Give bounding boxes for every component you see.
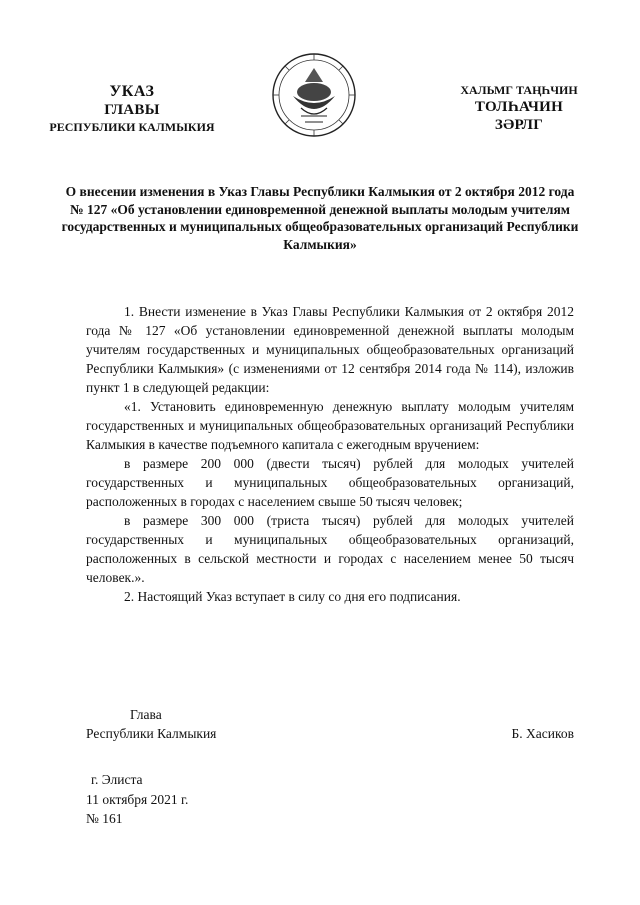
footer-number: № 161 xyxy=(86,811,123,826)
header-right-line-1: ХАЛЬМГ ТАҢҺЧИН xyxy=(460,83,578,97)
signatory-name: Б. Хасиков xyxy=(511,726,574,741)
footer-city: г. Элиста xyxy=(91,772,143,787)
coat-of-arms-icon xyxy=(271,52,357,138)
paragraph-1: 1. Внести изменение в Указ Главы Республики Калмыкия от 2 октября 2012 года № 127 «Об установлении единовременной денежной выплаты молодым учителям государственных и муниципальных общеобразовательных организаций Республики Калмыкия» (с изменениями от 12 сентября 2014 года № 114), изложив пункт 1 в следующей редакции: xyxy=(86,304,574,395)
decree-title: О внесении изменения в Указ Главы Республики Калмыкия от 2 октября 2012 года № 127 «Об установлении единовременной денежной выплаты молодым учителям государственных и муниципальных общеобразовательных организаций Республики Калмыкия» xyxy=(61,184,579,252)
header-right xyxy=(434,82,604,135)
footer-date: 11 октября 2021 г. xyxy=(86,791,189,807)
header-left-line-2: ГЛАВЫ xyxy=(104,102,160,118)
header-left-line-3: РЕСПУБЛИКИ КАЛМЫКИЯ xyxy=(49,120,215,134)
header-right-line-2: ТОЛҺАЧИН xyxy=(474,99,564,115)
paragraph-3: в размере 200 000 (двести тысяч) рублей для молодых учителей государственных и муниципальных общеобразовательных организаций, расположенных в городах с населением свыше 50 тысяч человек; xyxy=(86,456,574,509)
signature-position-line-2: Республики Калмыкия xyxy=(86,726,217,741)
paragraph-5: 2. Настоящий Указ вступает в силу со дня его подписания. xyxy=(124,589,461,604)
header-left xyxy=(34,82,230,135)
signature-position-line-1: Глава xyxy=(130,707,162,722)
document-footer xyxy=(86,770,188,829)
header-left-line-1: УКАЗ xyxy=(109,83,155,100)
header-right-line-3: ЗӘРЛГ xyxy=(494,117,544,133)
decree-body xyxy=(86,302,574,606)
signature-block xyxy=(86,705,574,743)
paragraph-2: «1. Установить единовременную денежную выплату молодым учителям государственных и муниципальных общеобразовательных организаций Республики Калмыкия в качестве подъемного капитала с ежегодным вручением: xyxy=(86,399,574,452)
paragraph-4: в размере 300 000 (триста тысяч) рублей для молодых учителей государственных и муниципальных общеобразовательных организаций, расположенных в сельской местности и городах с населением менее 50 тысяч человек.». xyxy=(86,513,574,585)
